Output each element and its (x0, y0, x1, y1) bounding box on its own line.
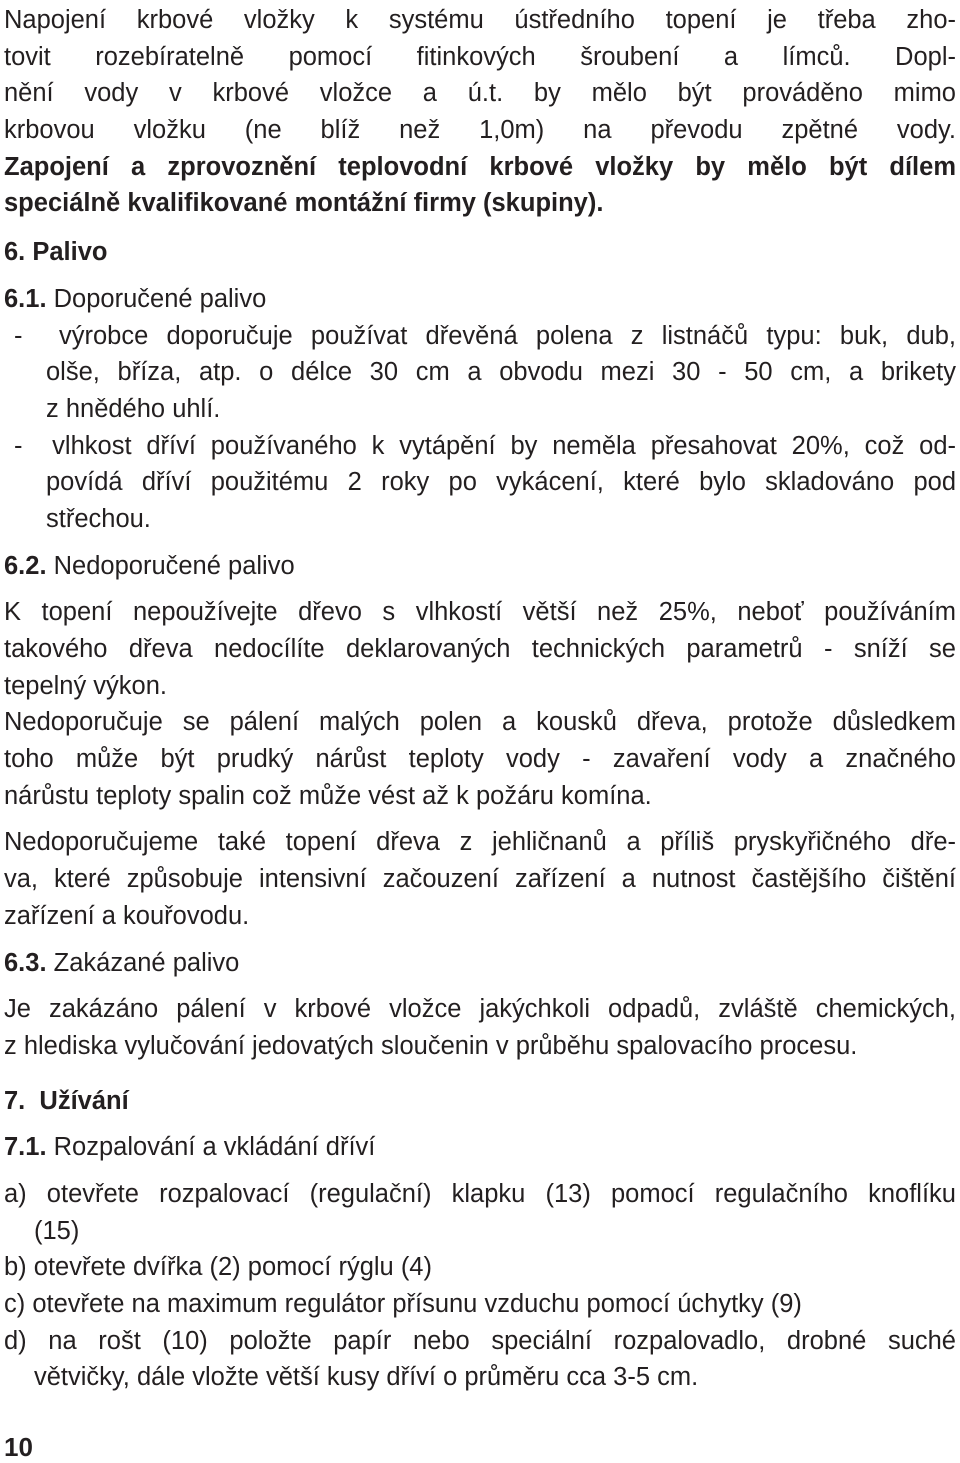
subsection-heading-6-3 (4, 945, 956, 982)
list-item (4, 318, 956, 355)
intro-line: nění vody v krbové vložce a ú.t. by mělo být prováděno mimo (4, 79, 956, 108)
paragraph-forbidden (4, 991, 956, 1064)
intro-line: Napojení krbové vložky k systému ústředního topení je třeba zho- (4, 6, 956, 34)
subsection-title: Nedoporučené palivo (46, 551, 295, 580)
paragraph-line: z hlediska vylučování jedovatých sloučenin v průběhu spalovacího procesu. (4, 1031, 858, 1060)
paragraph-line: va, které způsobuje intensivní začouzení zařízení a nutnost častějšího čištění (4, 865, 956, 894)
step-item: b) otevřete dvířka (2) pomocí rýglu (4) (4, 1253, 432, 1282)
paragraph-line: Nedoporučuje se pálení malých polen a kousků dřeva, protože důsledkem (4, 708, 956, 737)
step-continuation: větvičky, dále vložte větší kusy dříví o průměru cca 3-5 cm. (34, 1363, 699, 1392)
intro-bold-line: speciálně kvalifikované montážní firmy (skupiny). (4, 189, 604, 218)
step-continuation: (15) (34, 1216, 80, 1245)
paragraph-line: K topení nepoužívejte dřevo s vlhkostí větší než 25%, neboť používáním (4, 598, 956, 627)
section-heading-uzivani: 7. Užívání (4, 1086, 129, 1115)
subsection-title: Zakázané palivo (46, 948, 240, 977)
section-heading-palivo: 6. Palivo (4, 238, 108, 267)
paragraph-line: Nedoporučujeme také topení dřeva z jehličnanů a příliš pryskyřičného dře- (4, 828, 956, 857)
list-item-continuation: střechou. (46, 504, 151, 533)
list-item-continuation: povídá dříví použitému 2 roky po vykácení, které bylo skladováno pod (46, 468, 956, 497)
step-item: a) otevřete rozpalovací (regulační) klapku (13) pomocí regulačního knoflíku (4, 1179, 956, 1208)
intro-line: krbovou vložku (ne blíž než 1,0m) na převodu zpětné vody. (4, 116, 956, 145)
subsection-heading-6-2 (4, 548, 956, 585)
subsection-heading-6-1 (4, 281, 956, 318)
paragraph-line: zařízení a kouřovodu. (4, 901, 250, 930)
subsection-title: Doporučené palivo (46, 284, 267, 313)
subsection-number: 7.1. (4, 1133, 47, 1162)
subsection-number: 6.2. (4, 551, 47, 580)
subsection-number: 6.1. (4, 284, 47, 313)
page-number: 10 (4, 1432, 33, 1462)
paragraph-line: Je zakázáno pálení v krbové vložce jakýchkoli odpadů, zvláště chemických, (4, 995, 956, 1024)
paragraph-moisture (4, 594, 956, 704)
subsection-heading-7-1 (4, 1129, 956, 1166)
ignition-steps (4, 1176, 956, 1396)
intro-line: tovit rozebíratelně pomocí fitinkových šroubení a límců. Dopl- (4, 42, 956, 71)
list-item (4, 428, 956, 465)
recommended-fuel-list (4, 318, 956, 538)
subsection-number: 6.3. (4, 948, 47, 977)
paragraph-line: toho může být prudký nárůst teploty vody - zavaření vody a značného (4, 745, 956, 774)
paragraph-conifers (4, 824, 956, 934)
paragraph-small-wood (4, 704, 956, 814)
list-dash: - (14, 431, 23, 460)
document-page (4, 2, 956, 1396)
list-item-continuation: z hnědého uhlí. (46, 394, 221, 423)
paragraph-line: tepelný výkon. (4, 671, 168, 700)
step-item: c) otevřete na maximum regulátor přísunu vzduchu pomocí úchytky (9) (4, 1290, 802, 1318)
list-item-continuation: olše, bříza, atp. o délce 30 cm a obvodu mezi 30 - 50 cm, a brikety (46, 358, 956, 387)
intro-paragraph (4, 2, 956, 222)
list-dash: - (14, 321, 23, 350)
step-item: d) na rošt (10) položte papír nebo speciální rozpalovadlo, drobné suché (4, 1326, 956, 1355)
list-item-text: vlhkost dříví používaného k vytápění by neměla přesahovat 20%, což od- (52, 431, 956, 460)
intro-bold-line: Zapojení a zprovoznění teplovodní krbové vložky by mělo být dílem (4, 152, 956, 181)
paragraph-line: takového dřeva nedocílíte deklarovaných technických parametrů - sníží se (4, 635, 956, 663)
paragraph-line: nárůstu teploty spalin což může vést až k požáru komína. (4, 781, 652, 810)
subsection-title: Rozpalování a vkládání dříví (46, 1133, 376, 1162)
list-item-text: výrobce doporučuje používat dřevěná polena z listnáčů typu: buk, dub, (58, 321, 956, 350)
